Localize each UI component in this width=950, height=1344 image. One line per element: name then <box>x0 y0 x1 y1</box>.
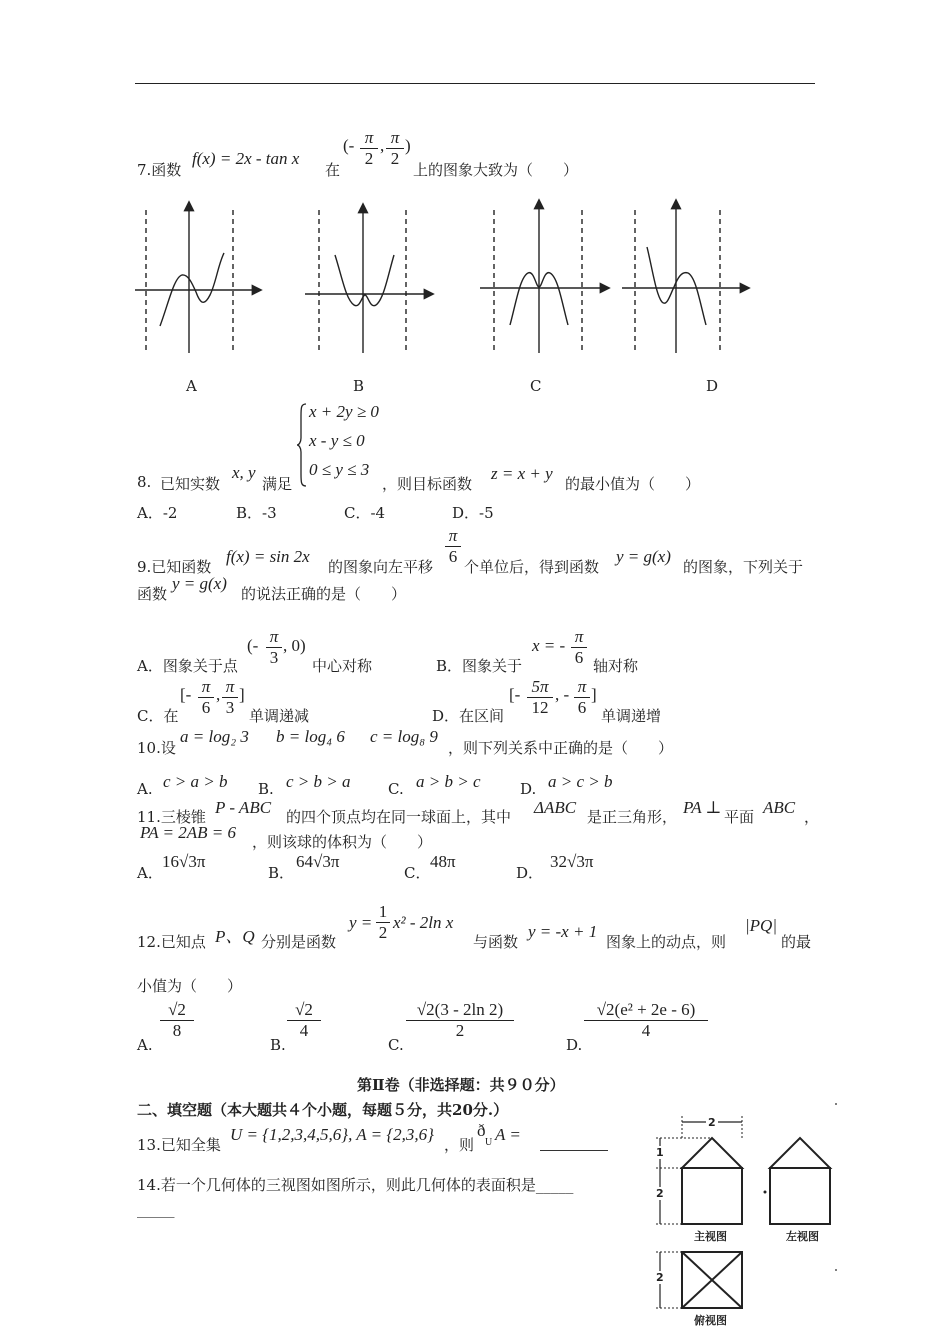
q7-graphs <box>130 195 770 365</box>
q9-optC-l: [- <box>180 685 192 704</box>
q7-frac2-den: 2 <box>390 149 400 168</box>
graph-label-a: A <box>186 377 197 395</box>
q11-stem-c: 是正三角形， <box>587 808 678 826</box>
q11-optA-expr: 16√3π <box>162 852 206 871</box>
q12-stem-f: 小值为（ ） <box>137 977 243 995</box>
q9-optD-post: 单调递增 <box>601 707 662 725</box>
q8-stem-b: 满足 <box>262 475 293 493</box>
q12-optC-frac <box>406 1000 514 1041</box>
q9-optC-pre: C．在 <box>137 707 179 725</box>
front-view-roof <box>682 1138 742 1168</box>
q12-stem-e: 的最 <box>781 933 812 951</box>
three-views-figure <box>640 1100 850 1344</box>
q9-optA-frac <box>266 627 282 668</box>
q12-optB-label: B. <box>270 1036 286 1054</box>
q11-stem-e: ， <box>804 808 820 826</box>
q8-option-d: D．-5 <box>452 504 494 522</box>
q9-optD-n2: π <box>574 677 590 698</box>
q12-f1-den: 2 <box>378 923 388 942</box>
top-view-label: 俯视图 <box>694 1314 727 1327</box>
q8-stem-c: ，则目标函数 <box>382 475 473 493</box>
q11-eq: PA = 2AB = 6 <box>140 823 236 842</box>
q11-perp: PA ⊥ <box>683 798 722 817</box>
q14-stem: 14.若一个几何体的三视图如图所示，则此几何体的表面积是_____ <box>137 1176 574 1194</box>
q10-optB-expr: c > b > a <box>286 772 351 791</box>
q9-optA-pre: A．图象关于点 <box>137 657 238 675</box>
q8-stem-d: 的最小值为（ ） <box>565 475 701 493</box>
graph-a <box>135 203 260 353</box>
q7-interval-left: (- <box>343 136 355 155</box>
q12-stem-c: 与函数 <box>473 933 519 951</box>
q9-stem-b: 的图象向左平移 <box>328 558 434 576</box>
q12-f2: y = -x + 1 <box>528 922 598 941</box>
q10-optB-label: B. <box>258 780 274 798</box>
q13-answer-blank[interactable] <box>540 1150 608 1151</box>
q9-optD-frac2 <box>574 677 590 718</box>
q10-optC-expr: a > b > c <box>416 772 481 791</box>
q12-optA-den: 8 <box>172 1021 182 1040</box>
q9-stem-f: 的说法正确的是（ ） <box>241 585 407 603</box>
q12-f1-post: x² - 2ln x <box>393 913 454 932</box>
q7-interval-frac1 <box>360 128 378 169</box>
q13-set: U = {1,2,3,4,5,6}, A = {2,3,6} <box>230 1125 434 1144</box>
q12-optD-label: D. <box>566 1036 583 1054</box>
q9-optA-left: (- <box>247 636 259 655</box>
q13-stem-a: 13.已知全集 <box>137 1136 221 1154</box>
q9-g2: y = g(x) <box>172 574 227 593</box>
q9-stem-d: 的图象，下列关于 <box>683 558 804 576</box>
q9-optD-d2: 6 <box>577 698 587 717</box>
q8-objective: z = x + y <box>491 464 553 483</box>
q8-constraint-2: x - y ≤ 0 <box>309 431 365 450</box>
q9-optB-den: 6 <box>574 648 584 667</box>
q8-option-c: C．-4 <box>344 504 386 522</box>
q12-f1-frac <box>376 902 390 943</box>
section-subheading: 二、填空题（本大题共４个小题，每题５分，共20分.） <box>137 1101 509 1119</box>
q12-f1-pre: y = <box>349 913 373 932</box>
q7-interval-right: ) <box>405 136 411 155</box>
q10-a: a = log₂ 3 <box>180 727 249 746</box>
q9-shift-frac <box>445 526 461 567</box>
q10-optD-label: D. <box>520 780 537 798</box>
stray-dot <box>835 1269 837 1271</box>
q9-optA-den: 3 <box>269 648 279 667</box>
q9-optC-comma: , <box>216 685 221 704</box>
q11-pyramid: P - ABC <box>215 798 272 817</box>
header-rule <box>135 83 815 84</box>
q11-optC-label: C． <box>404 864 431 882</box>
q10-b: b = log₄ 6 <box>276 727 345 746</box>
q9-g: y = g(x) <box>616 547 671 566</box>
graph-label-b: B <box>353 377 365 395</box>
q12-optD-den: 4 <box>641 1021 651 1040</box>
q8-stem-a: 已知实数 <box>160 475 221 493</box>
q13-comp-post: A = <box>495 1125 521 1144</box>
graph-label-d: D <box>706 377 719 395</box>
left-view-label: 左视图 <box>786 1230 819 1243</box>
q7-function: f(x) = 2x - tan x <box>192 149 300 168</box>
q12-optD-frac <box>584 1000 708 1041</box>
q11-optC-expr: 48π <box>430 852 456 871</box>
q11-optB-label: B． <box>268 864 295 882</box>
q11-triangle: ΔABC <box>534 798 577 817</box>
q12-optA-label: A. <box>137 1036 153 1054</box>
q12-optA-num: √2 <box>160 1000 194 1021</box>
q9-optA-num: π <box>266 627 282 648</box>
q11-optA-label: A． <box>137 864 163 882</box>
q8-constraint-1: x + 2y ≥ 0 <box>309 402 379 421</box>
q9-optC-d2: 3 <box>225 698 235 717</box>
q9-optC-n2: π <box>222 677 238 698</box>
q8-vars: x, y <box>232 463 256 482</box>
dim-side2-label: 2 <box>656 1187 664 1200</box>
dim-bottom-label: 2 <box>656 1271 664 1284</box>
q7-mid: 在 <box>325 161 341 179</box>
left-view-roof <box>770 1138 830 1168</box>
q12-pq: |PQ| <box>745 916 778 935</box>
section-heading: 第Ⅱ卷（非选择题：共９０分） <box>357 1076 565 1094</box>
q9-stem-c: 个单位后，得到函数 <box>464 558 600 576</box>
q12-stem-b: 分别是函数 <box>261 933 337 951</box>
q9-optC-post: 单调递减 <box>249 707 310 725</box>
q10-c: c = log₈ 9 <box>370 727 438 746</box>
q9-optC-r: ] <box>239 685 245 704</box>
q9-optD-l: [- <box>509 685 521 704</box>
q10-optC-label: C. <box>388 780 404 798</box>
graph-c <box>480 201 608 353</box>
q9-stem-e: 函数 <box>137 585 168 603</box>
q9-optA-post: 中心对称 <box>312 657 373 675</box>
q9-optD-n1: 5π <box>527 677 553 698</box>
q9-optD-comma: , - <box>555 685 570 704</box>
q7-prefix: 7.函数 <box>137 161 182 179</box>
q10-optD-expr: a > c > b <box>548 772 613 791</box>
q9-shift-num: π <box>445 526 461 547</box>
q7-frac2-num: π <box>386 128 404 149</box>
q8-num: 8. <box>137 473 152 491</box>
q7-interval-frac2 <box>386 128 404 169</box>
q9-optB-pre: B．图象关于 <box>436 657 523 675</box>
q12-optA-frac <box>160 1000 194 1041</box>
q9-function: f(x) = sin 2x <box>226 547 310 566</box>
q13-comp-sub: U <box>485 1137 493 1148</box>
q8-constraint-3: 0 ≤ y ≤ 3 <box>309 460 370 479</box>
stray-dot <box>835 1103 837 1105</box>
q11-optB-expr: 64√3π <box>296 852 340 871</box>
q9-optD-pre: D．在区间 <box>432 707 505 725</box>
q9-optB-post: 轴对称 <box>593 657 639 675</box>
q8-option-b: B．-3 <box>236 504 277 522</box>
q10-stem-a: 10.设 <box>137 739 176 757</box>
q9-optC-n1: π <box>198 677 214 698</box>
q9-optB-frac <box>571 627 587 668</box>
q10-optA-label: A. <box>137 780 153 798</box>
q12-stem-a: 12.已知点 <box>137 933 206 951</box>
q7-interval-comma: , <box>380 136 385 155</box>
q11-stem-a: 11.三棱锥 <box>137 808 206 826</box>
q9-stem-a: 9.已知函数 <box>137 558 212 576</box>
front-view-body <box>682 1168 742 1224</box>
q11-stem-f: ，则该球的体积为（ ） <box>252 833 433 851</box>
q11-optD-expr: 32√3π <box>550 852 594 871</box>
q12-points: P、Q <box>215 927 255 946</box>
q11-plane: ABC <box>763 798 796 817</box>
q12-f1-num: 1 <box>376 902 390 923</box>
brace-icon <box>296 402 308 488</box>
graph-label-c: C <box>530 377 542 395</box>
q9-optC-d1: 6 <box>201 698 211 717</box>
q12-optB-num: √2 <box>287 1000 321 1021</box>
q10-stem-b: ，则下列关系中正确的是（ ） <box>448 739 674 757</box>
q9-shift-den: 6 <box>448 547 458 566</box>
q12-optB-den: 4 <box>299 1021 309 1040</box>
q11-stem-d: 平面 <box>724 808 755 826</box>
q12-stem-d: 图象上的动点，则 <box>606 933 727 951</box>
q12-optC-den: 2 <box>455 1021 465 1040</box>
q12-optD-num: √2(e² + 2e - 6) <box>584 1000 708 1021</box>
q9-optB-axis: x = - <box>532 636 566 655</box>
stray-dot <box>764 1191 767 1194</box>
q10-optA-expr: c > a > b <box>163 772 228 791</box>
q14-cont: _____ <box>137 1200 175 1218</box>
graph-d <box>622 201 748 353</box>
q9-optD-r: ] <box>591 685 597 704</box>
front-view-label: 主视图 <box>694 1230 727 1243</box>
dim-top-label: 2 <box>708 1116 716 1129</box>
q13-stem-b: ，则 <box>444 1136 475 1154</box>
q9-optC-frac1 <box>198 677 214 718</box>
q9-optA-right: , 0) <box>283 636 306 655</box>
left-view-body <box>770 1168 830 1224</box>
q7-suffix: 上的图象大致为（ ） <box>413 161 579 179</box>
q12-optC-num: √2(3 - 2ln 2) <box>406 1000 514 1021</box>
q11-optD-label: D． <box>516 864 544 882</box>
complement-icon: ð <box>477 1121 486 1140</box>
q9-optD-d1: 12 <box>531 698 549 717</box>
q7-frac1-den: 2 <box>364 149 374 168</box>
q9-optB-num: π <box>571 627 587 648</box>
q11-stem-b: 的四个顶点均在同一球面上，其中 <box>286 808 512 826</box>
q8-option-a: A．-2 <box>137 504 178 522</box>
q12-optC-label: C. <box>388 1036 404 1054</box>
graph-b <box>305 205 432 353</box>
q12-optB-frac <box>287 1000 321 1041</box>
q9-optD-frac1 <box>527 677 553 718</box>
dim-side1-label: 1 <box>656 1146 664 1159</box>
q7-frac1-num: π <box>360 128 378 149</box>
q9-optC-frac2 <box>222 677 238 718</box>
